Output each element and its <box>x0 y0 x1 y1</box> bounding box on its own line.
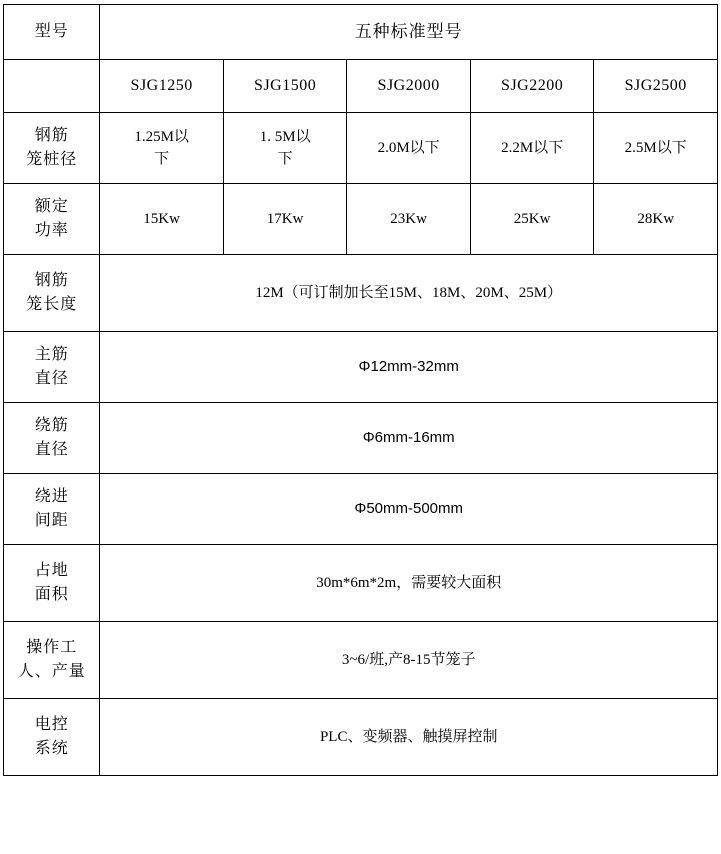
table-row <box>4 332 718 403</box>
table-row <box>4 255 718 332</box>
row-value: 2.2M以下 <box>470 113 594 184</box>
model-cell-2: SJG1500 <box>223 60 347 113</box>
row-value: 2.5M以下 <box>594 113 718 184</box>
row-label: 钢筋 笼长度 <box>4 255 100 332</box>
model-cell-4: SJG2200 <box>470 60 594 113</box>
row-label: 电控 系统 <box>4 699 100 776</box>
model-cell-5: SJG2500 <box>594 60 718 113</box>
table-row <box>4 474 718 545</box>
row-value: Φ50mm-500mm <box>100 474 718 545</box>
row-value: 17Kw <box>223 184 347 255</box>
row-value: 28Kw <box>594 184 718 255</box>
table-row <box>4 545 718 622</box>
table-row <box>4 622 718 699</box>
row-value: 15Kw <box>100 184 224 255</box>
row-value: PLC、变频器、触摸屏控制 <box>100 699 718 776</box>
row-value: 3~6/班,产8-15节笼子 <box>100 622 718 699</box>
table-row <box>4 403 718 474</box>
row-value: 1. 5M以 下 <box>223 113 347 184</box>
row-value: 1.25M以 下 <box>100 113 224 184</box>
model-cell-3: SJG2000 <box>347 60 471 113</box>
row-value: Φ6mm-16mm <box>100 403 718 474</box>
row-value: 12M（可订制加长至15M、18M、20M、25M） <box>100 255 718 332</box>
row-label: 额定 功率 <box>4 184 100 255</box>
row-value: 2.0M以下 <box>347 113 471 184</box>
table-row-models <box>4 60 718 113</box>
model-cell-1: SJG1250 <box>100 60 224 113</box>
row-label: 钢筋 笼桩径 <box>4 113 100 184</box>
row-label: 主筋 直径 <box>4 332 100 403</box>
table-row <box>4 184 718 255</box>
row-value: 30m*6m*2m，需要较大面积 <box>100 545 718 622</box>
table-row <box>4 113 718 184</box>
row-value: Φ12mm-32mm <box>100 332 718 403</box>
header-title: 五种标准型号 <box>100 5 718 60</box>
row-label-model: 型号 <box>4 5 100 60</box>
row-label: 操作工 人、产量 <box>4 622 100 699</box>
row-value: 23Kw <box>347 184 471 255</box>
row-label-models-blank <box>4 60 100 113</box>
row-label: 绕进 间距 <box>4 474 100 545</box>
row-label: 绕筋 直径 <box>4 403 100 474</box>
row-value: 25Kw <box>470 184 594 255</box>
specification-table <box>3 4 718 776</box>
table-row-header <box>4 5 718 60</box>
row-label: 占地 面积 <box>4 545 100 622</box>
table-row <box>4 699 718 776</box>
